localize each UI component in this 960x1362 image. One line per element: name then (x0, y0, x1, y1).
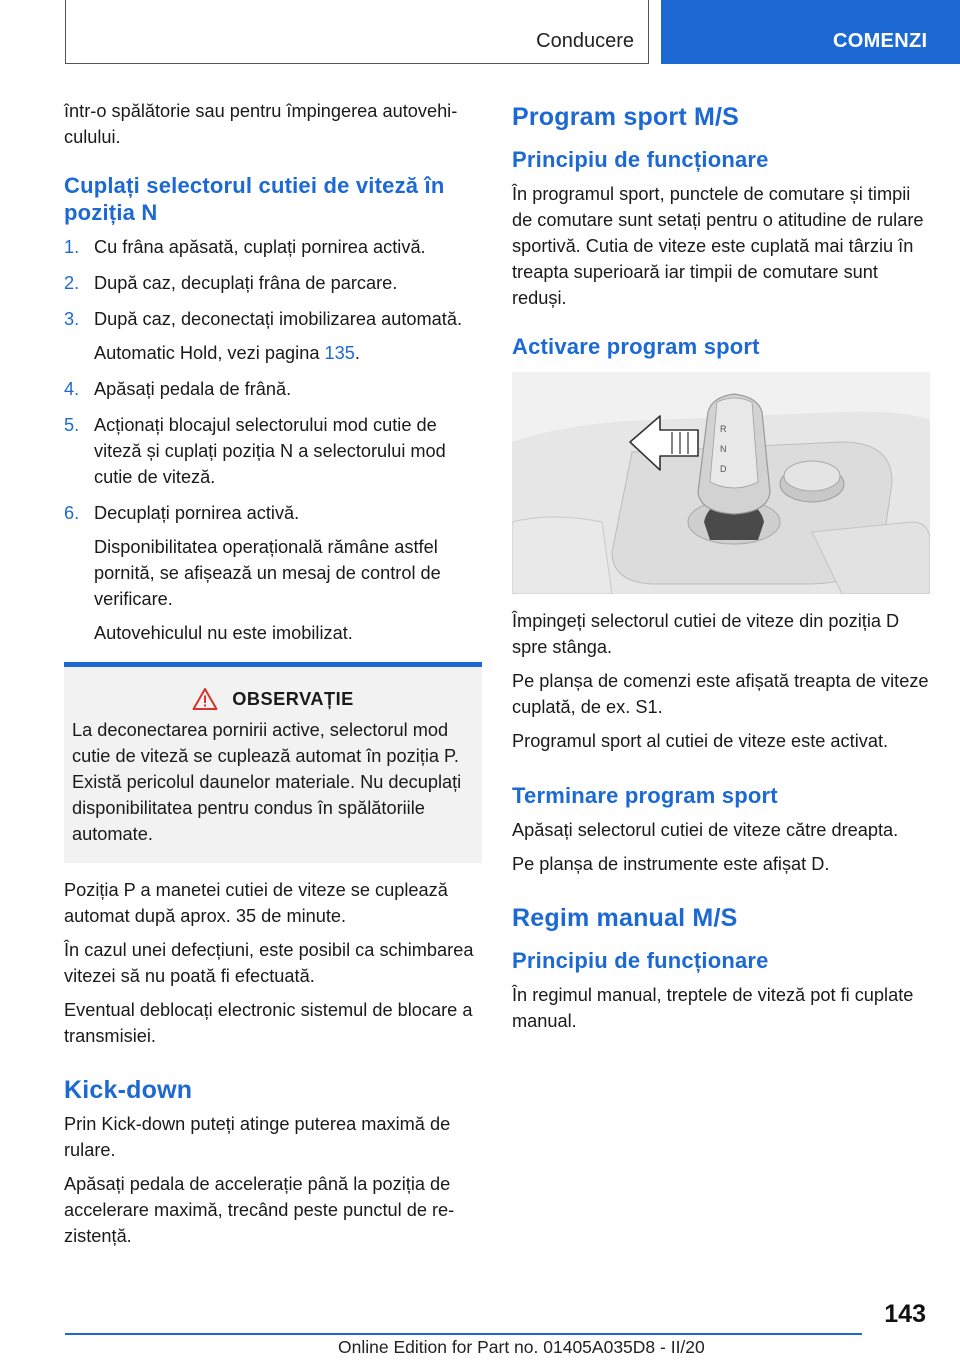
header-section-title: Conducere (536, 30, 634, 52)
park-position-text: Poziția P a manetei cutiei de viteze se cuplează automat după aprox. 35 de minute. (64, 880, 448, 926)
page-number: 143 (884, 1300, 926, 1328)
activate-text-3: Programul sport al cutiei de viteze este activat. (512, 731, 889, 751)
activate-text-2: Pe planșa de comenzi este afișată treapta de viteze cuplată, de ex. S1. (512, 671, 929, 717)
step-subtext: Autovehiculul nu este imobilizat. (94, 623, 353, 643)
kickdown-heading: Kick-down (64, 1076, 193, 1104)
svg-text:N: N (720, 444, 727, 454)
intro-text: într-o spălătorie sau pentru împingerea autovehiculului. (64, 101, 458, 147)
step-text: Apăsați pedala de frână. (94, 379, 292, 399)
gear-selector-illustration (512, 372, 930, 594)
step-item (64, 234, 482, 260)
end-sport-text-2: Pe planșa de instrumente este afișat D. (512, 854, 830, 874)
kickdown-text-2: Apăsați pedala de accelerație până la poziția de accelerare maximă, trecând peste punctul de rezistență. (64, 1174, 455, 1246)
gear-selector-figure (512, 372, 930, 594)
sport-principle-text: În programul sport, punctele de comutare și timpii de comutare sunt setați pentru o atitudine de rulare sportivă. Cutia de viteze este cuplată mai târziu în treapta superioară iar timpii de comutare sunt reduși. (512, 184, 924, 308)
svg-text:D: D (720, 464, 727, 474)
sport-heading: Program sport M/S (512, 103, 740, 131)
manual-heading: Regim manual M/S (512, 904, 738, 932)
step-number: 1. (64, 237, 80, 257)
page-link[interactable]: 135 (324, 343, 355, 363)
kickdown-text-1: Prin Kick-down puteți atinge puterea maximă de rulare. (64, 1114, 451, 1160)
step-number: 2. (64, 273, 80, 293)
activate-text-1: Împingeți selectorul cutiei de viteze din poziția D spre stânga. (512, 611, 900, 657)
unlock-text: Eventual deblocați electronic sistemul de blocare a transmisiei. (64, 1000, 473, 1046)
warning-title: OBSERVAȚIE (232, 688, 354, 709)
step-item (64, 412, 482, 490)
step-text: După caz, decuplați frâna de parcare. (94, 273, 398, 293)
step-item (64, 500, 482, 646)
manual-principle-text: În regimul manual, treptele de viteză pot fi cuplate manual. (512, 985, 914, 1031)
step-number: 6. (64, 503, 80, 523)
activate-heading: Activare program sport (512, 334, 760, 359)
warning-box (64, 662, 482, 863)
sport-principle-heading: Principiu de funcționare (512, 147, 769, 172)
left-column (64, 98, 482, 1257)
end-sport-text-1: Apăsați selectorul cutiei de viteze către dreapta. (512, 820, 899, 840)
right-column (512, 98, 930, 1042)
step-subtext: Disponibilitatea operațională rămâne astfel pornită, se afișează un mesaj de control de verificare. (94, 537, 441, 609)
svg-text:R: R (720, 424, 727, 434)
step-text: Acționați blocajul selectorului mod cutie de viteză și cuplați poziția N a selectorului mod cutie de viteză. (94, 415, 446, 487)
step-item (64, 306, 482, 366)
warning-header (72, 687, 474, 711)
step-item (64, 376, 482, 402)
warning-triangle-icon (192, 687, 218, 711)
warning-text: La deconectarea pornirii active, selectorul mod cutie de viteză se cuplează automat în poziția P. Există pericolul daunelor materiale. Nu decuplați disponibilitatea pentru condus în spălătoriile automate. (72, 720, 462, 844)
header-section-box (65, 0, 649, 64)
header-chapter-tab (661, 0, 960, 64)
step-text: Decuplați pornirea activă. (94, 503, 300, 523)
step-text: După caz, deconectați imobilizarea automată. (94, 309, 462, 329)
step-number: 5. (64, 415, 80, 435)
step-number: 3. (64, 309, 80, 329)
heading-neutral: Cuplați selectorul cutiei de viteză în poziția N (64, 173, 445, 225)
end-sport-heading: Terminare program sport (512, 783, 778, 808)
header-chapter-title: COMENZI (833, 30, 928, 52)
step-subtext: Automatic Hold, vezi pagina 135. (94, 343, 360, 363)
footer-rule (65, 1333, 862, 1335)
fault-text: În cazul unei defecțiuni, este posibil ca schimbarea vitezei să nu poată fi efectuată. (64, 940, 474, 986)
step-number: 4. (64, 379, 80, 399)
manual-principle-heading: Principiu de funcționare (512, 948, 769, 973)
step-item (64, 270, 482, 296)
step-text: Cu frâna apăsată, cuplați pornirea activă. (94, 237, 426, 257)
neutral-steps-list (64, 234, 482, 646)
footer-edition: Online Edition for Part no. 01405A035D8 - II/20 (338, 1337, 705, 1357)
